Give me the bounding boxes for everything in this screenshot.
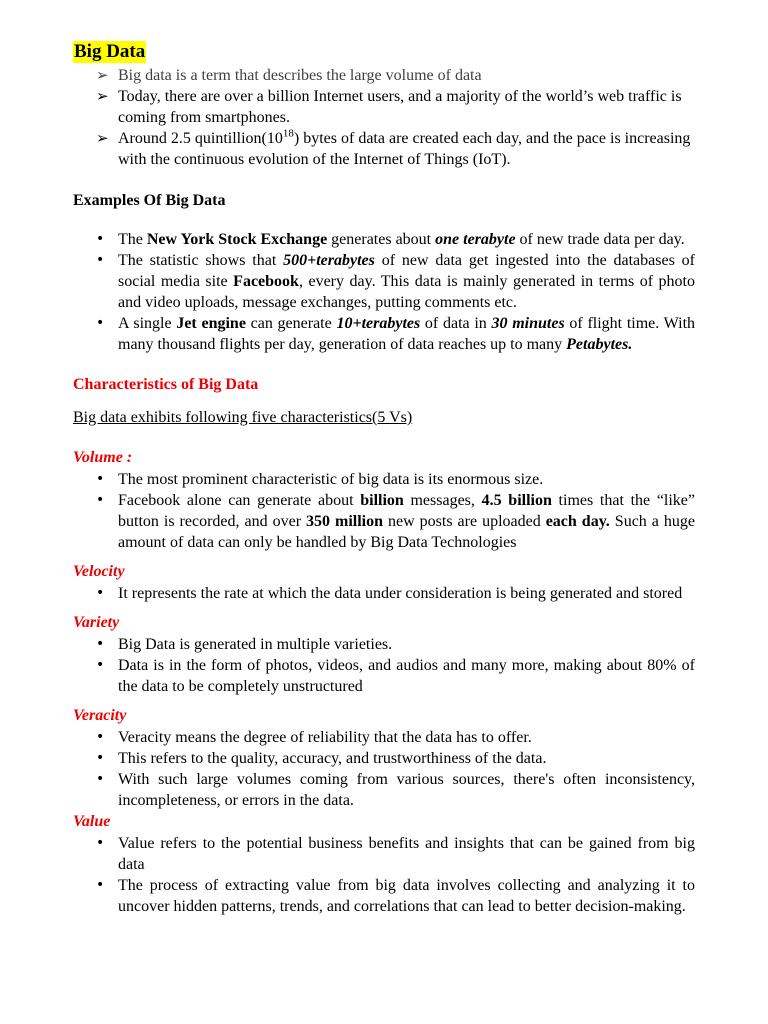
bullet-icon: • <box>96 835 105 851</box>
list-item: • Data is in the form of photos, videos, and audios and many more, making about 80% of the data to be completely unstructured <box>96 657 695 695</box>
list-item: • The New York Stock Exchange generates about one terabyte of new trade data per day. <box>96 231 685 248</box>
velocity-list <box>73 583 695 604</box>
list-item: • The process of extracting value from big data involves collecting and analyzing it to uncover hidden patterns, trends, and correlations that can lead to better decision-making. <box>96 877 695 915</box>
list-item: • With such large volumes coming from various sources, there's often inconsistency, incompleteness, or errors in the data. <box>96 771 695 809</box>
bullet-icon: • <box>96 771 105 787</box>
bullet-icon: • <box>96 877 105 893</box>
list-item: • This refers to the quality, accuracy, and trustworthiness of the data. <box>96 750 547 767</box>
variety-list <box>73 634 695 697</box>
volume-heading: Volume : <box>73 449 133 466</box>
bullet-icon: • <box>96 231 105 247</box>
bullet-icon: • <box>96 252 105 268</box>
examples-heading: Examples Of Big Data <box>73 192 226 209</box>
bullet-icon: • <box>96 315 105 331</box>
list-item: • The most prominent characteristic of big data is its enormous size. <box>96 471 544 488</box>
list-item: • Big Data is generated in multiple varieties. <box>96 636 393 653</box>
examples-list <box>73 229 695 355</box>
arrow-bullet-icon: ➢ <box>96 129 109 147</box>
page-title: Big Data <box>74 41 146 62</box>
document-page <box>73 40 695 917</box>
list-item: ➢ Big data is a term that describes the large volume of data <box>96 66 482 84</box>
bullet-icon: • <box>96 636 105 652</box>
bullet-icon: • <box>96 471 105 487</box>
volume-list <box>73 469 695 553</box>
intro-list <box>73 65 695 170</box>
list-item: • Facebook alone can generate about billion messages, 4.5 billion times that the “like” button is recorded, and over 350 million new posts are uploaded each day. Such a huge amount of data can only be handled by Big Data Technologies <box>96 492 696 551</box>
characteristics-heading: Characteristics of Big Data <box>73 376 259 393</box>
bullet-icon: • <box>96 750 105 766</box>
list-item: ➢ Today, there are over a billion Internet users, and a majority of the world’s web traffic is coming from smartphones. <box>96 87 682 126</box>
list-item: • Veracity means the degree of reliability that the data has to offer. <box>96 729 532 746</box>
bullet-icon: • <box>96 585 105 601</box>
list-item: ➢ Around 2.5 $quintillion(10^{18})$ bytes of data are created each day, and the pace is increasing with the continuous evolution of the Internet of Things (IoT). <box>96 127 691 168</box>
list-item: • The statistic shows that 500+terabytes of new data get ingested into the databases of social media site Facebook, every day. This data is mainly generated in terms of photo and video uploads, message exchanges, putting comments etc. <box>96 252 696 311</box>
bullet-icon: • <box>96 657 105 673</box>
veracity-list <box>73 727 695 811</box>
arrow-bullet-icon: ➢ <box>96 66 109 84</box>
bullet-icon: • <box>96 729 105 745</box>
velocity-heading: Velocity <box>73 563 125 580</box>
characteristics-subheading: Big data exhibits following five characteristics(5 Vs) <box>73 409 413 426</box>
bullet-icon: • <box>96 492 105 508</box>
list-item: • It represents the rate at which the data under consideration is being generated and stored <box>96 585 683 602</box>
value-list <box>73 833 695 917</box>
arrow-bullet-icon: ➢ <box>96 87 109 105</box>
variety-heading: Variety <box>73 614 120 631</box>
veracity-heading: Veracity <box>73 707 127 724</box>
list-item: • A single Jet engine can generate 10+terabytes of data in 30 minutes of flight time. With many thousand flights per day, generation of data reaches up to many Petabytes. <box>96 315 696 353</box>
list-item: • Value refers to the potential business benefits and insights that can be gained from big data <box>96 835 695 873</box>
value-heading: Value <box>73 813 111 830</box>
